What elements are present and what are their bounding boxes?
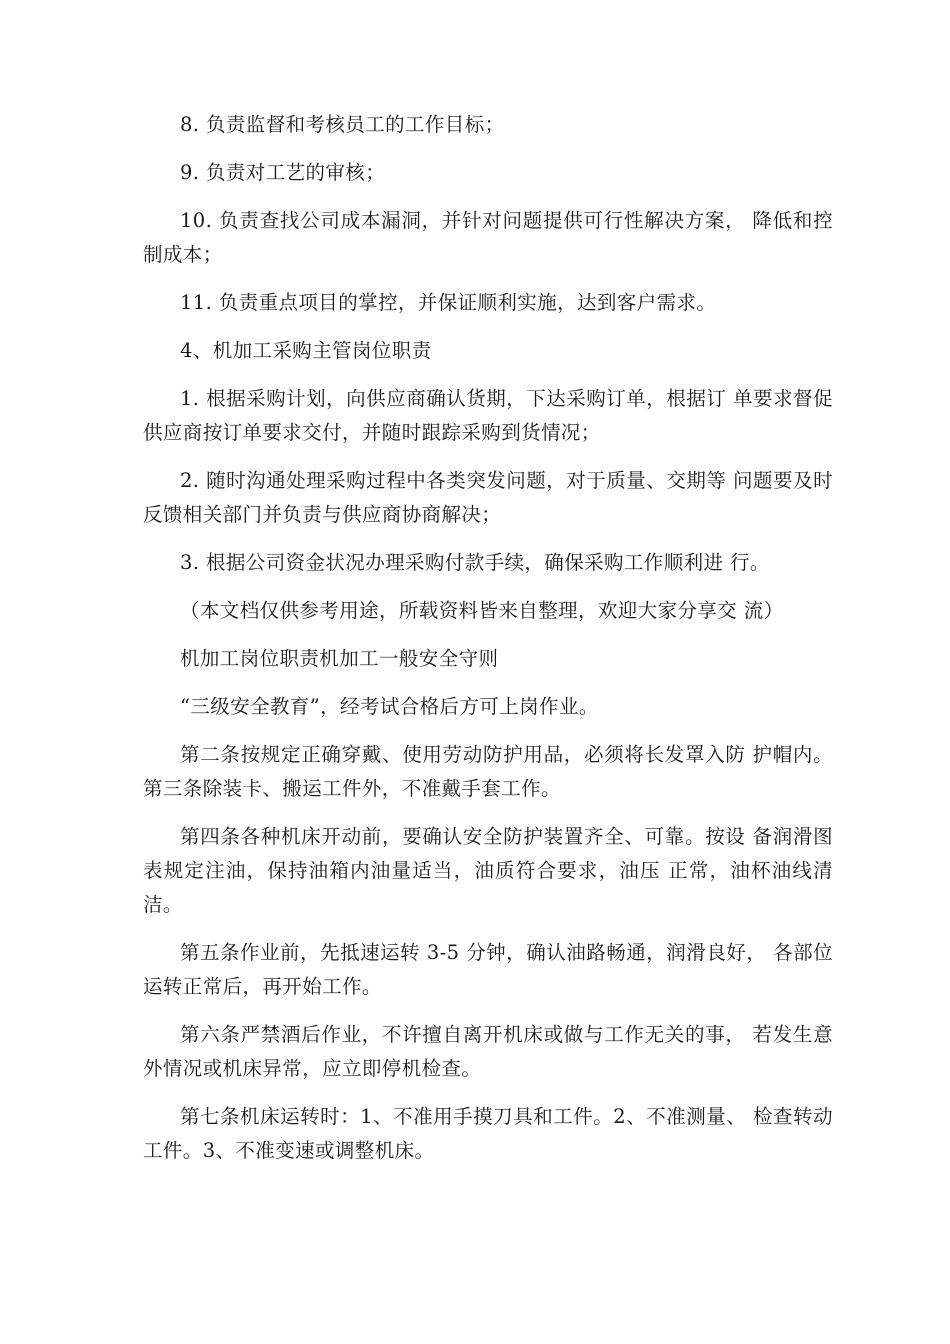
paragraph-item-11: 11. 负责重点项目的掌控，并保证顺利实施，达到客户需求。 xyxy=(180,291,717,314)
paragraph-article-4: 第四条各种机床开动前，要确认安全防护装置齐全、可靠。按设 备润滑图表规定注油，保持油箱内油量适当，油质符合要求，油压 正常，油杯油线清洁。 xyxy=(143,825,833,916)
paragraph-purchasing-1: 1. 根据采购计划，向供应商确认货期，下达采购订单，根据订 单要求督促供应商按订单要求交付，并随时跟踪采购到货情况； xyxy=(143,387,833,444)
paragraph-item-8: 8. 负责监督和考核员工的工作目标； xyxy=(180,113,505,136)
document-body xyxy=(143,108,833,1182)
paragraph-article-6: 第六条严禁酒后作业，不许擅自离开机床或做与工作无关的事， 若发生意外情况或机床异常，应立即停机检查。 xyxy=(143,1023,833,1080)
paragraph-item-9: 9. 负责对工艺的审核； xyxy=(180,161,386,184)
section-heading-purchasing-supervisor: 4、机加工采购主管岗位职责 xyxy=(180,339,432,362)
paragraph-article-5: 第五条作业前，先抵速运转 3-5 分钟，确认油路畅通，润滑良好， 各部位运转正常后，再开始工作。 xyxy=(143,941,833,998)
paragraph-item-10: 10. 负责查找公司成本漏洞，并针对问题提供可行性解决方案， 降低和控制成本； xyxy=(143,209,833,266)
paragraph-article-2-3: 第二条按规定正确穿戴、使用劳动防护用品，必须将长发罩入防 护帽内。第三条除装卡、搬运工件外，不准戴手套工作。 xyxy=(143,743,833,800)
paragraph-purchasing-3: 3. 根据公司资金状况办理采购付款手续，确保采购工作顺利进 行。 xyxy=(180,551,770,574)
paragraph-safety-education: “三级安全教育”，经考试合格后方可上岗作业。 xyxy=(180,695,599,718)
disclaimer-note: （本文档仅供参考用途，所载资料皆来自整理，欢迎大家分享交 流） xyxy=(180,599,784,622)
section-heading-safety-rules: 机加工岗位职责机加工一般安全守则 xyxy=(180,647,499,670)
paragraph-purchasing-2: 2. 随时沟通处理采购过程中各类突发问题，对于质量、交期等 问题要及时反馈相关部门并负责与供应商协商解决； xyxy=(143,469,833,526)
paragraph-article-7: 第七条机床运转时：1、不准用手摸刀具和工件。2、不准测量、 检查转动工件。3、不准变速或调整机床。 xyxy=(143,1105,833,1162)
